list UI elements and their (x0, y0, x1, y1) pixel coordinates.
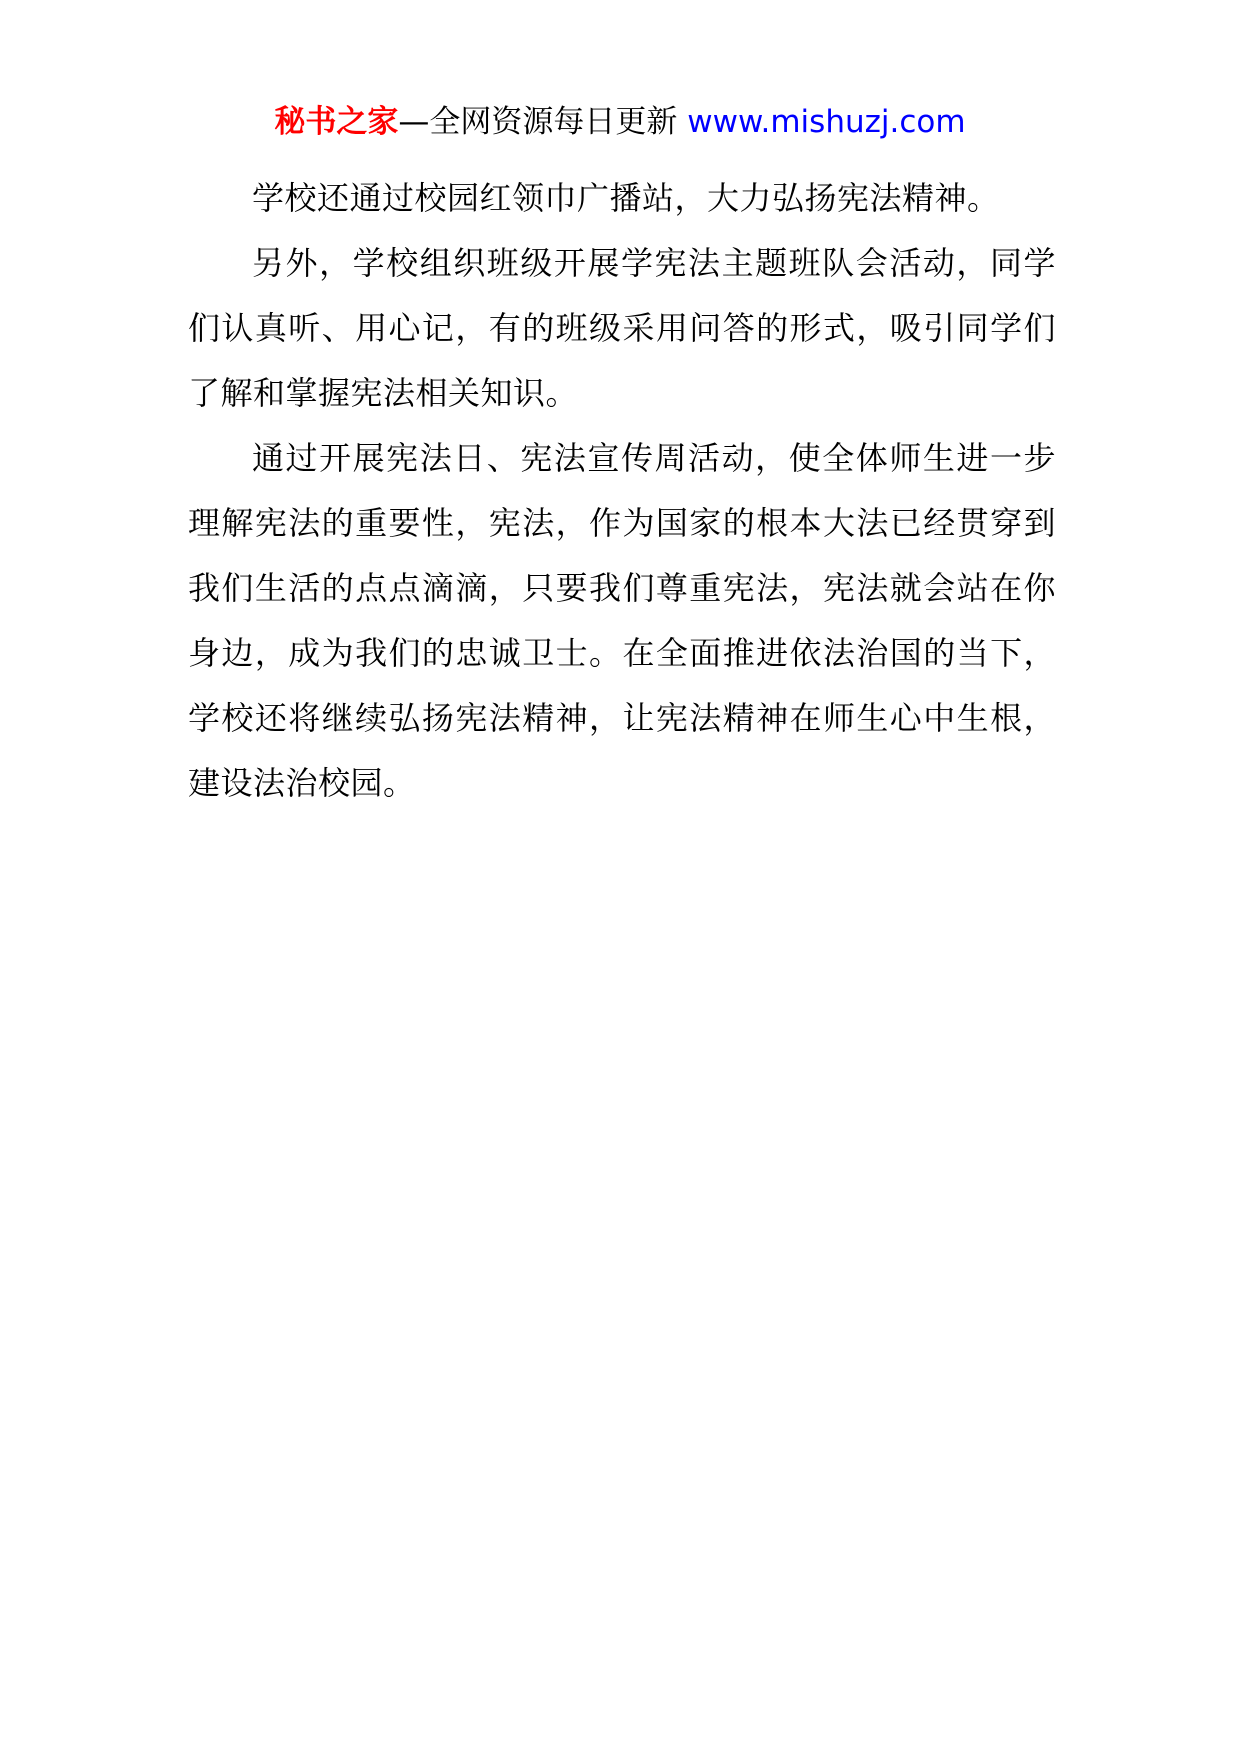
document-body (188, 166, 1056, 816)
website-link[interactable]: www.mishuzj.com (687, 104, 966, 140)
paragraph: 通过开展宪法日、宪法宣传周活动，使全体师生进一步理解宪法的重要性，宪法，作为国家的根本大法已经贯穿到我们生活的点点滴滴，只要我们尊重宪法，宪法就会站在你身边，成为我们的忠诚卫士。在全面推进依法治国的当下，学校还将继续弘扬宪法精神，让宪法精神在师生心中生根，建设法治校园。 (188, 439, 1056, 802)
header-tagline: —全网资源每日更新 (398, 104, 688, 140)
paragraph: 学校还通过校园红领巾广播站，大力弘扬宪法精神。 (252, 179, 1000, 217)
brand-name: 秘书之家 (274, 104, 399, 140)
paragraph: 另外，学校组织班级开展学宪法主题班队会活动，同学们认真听、用心记，有的班级采用问答的形式，吸引同学们了解和掌握宪法相关知识。 (188, 244, 1056, 412)
page-header (0, 100, 1240, 144)
